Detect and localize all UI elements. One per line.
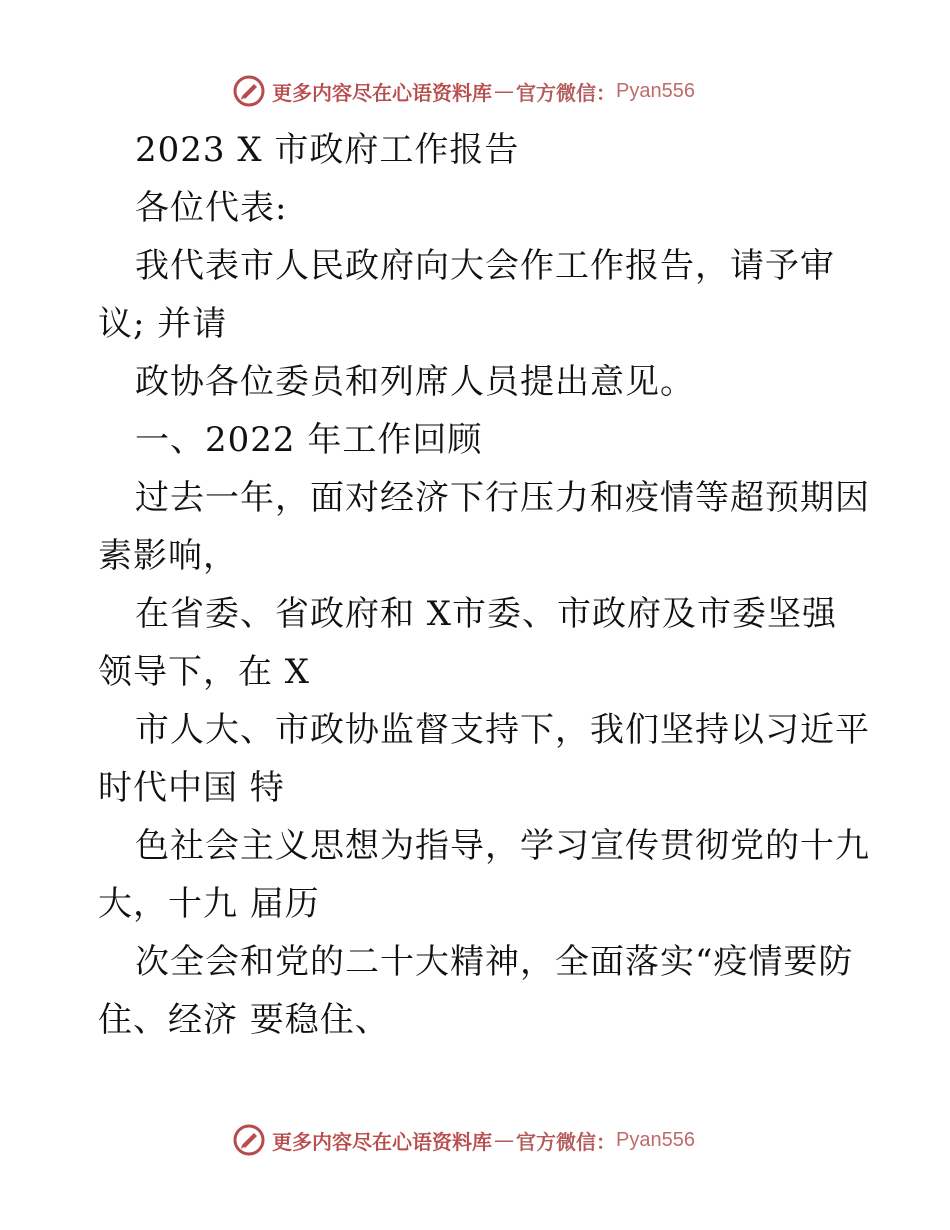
document-title: 2023 X 市政府工作报告 xyxy=(135,130,520,170)
watermark-dash: — xyxy=(494,1128,514,1152)
logo-icon xyxy=(232,74,266,108)
watermark-dash: — xyxy=(494,79,514,103)
text-line: 过去一年，面对经济下行压力和疫情等超预期因 xyxy=(135,478,870,518)
watermark-footer xyxy=(232,1120,695,1160)
watermark-brand: 更多内容尽在心语资料库 xyxy=(272,80,492,105)
logo-icon xyxy=(232,1123,266,1157)
text-line: 住、经济 要稳住、 xyxy=(98,1000,390,1040)
watermark-brand: 更多内容尽在心语资料库 xyxy=(272,1129,492,1154)
text-line: 大，十九 届历 xyxy=(98,884,320,924)
watermark-official-label: 官方微信： xyxy=(516,1129,616,1154)
watermark-official-label: 官方微信： xyxy=(516,80,616,105)
text-line: 时代中国 特 xyxy=(98,768,285,808)
text-line: 市人大、市政协监督支持下，我们坚持以习近平 xyxy=(135,710,870,750)
text-line: 次全会和党的二十大精神，全面落实“疫情要防 xyxy=(135,942,854,982)
text-line: 色社会主义思想为指导，学习宣传贯彻党的十九 xyxy=(135,826,870,866)
text-line: 议; 并请 xyxy=(98,304,228,344)
text-line: 素影响， xyxy=(98,536,238,576)
watermark-wechat-id: Pyan556 xyxy=(616,79,695,102)
document-body xyxy=(98,121,870,1049)
text-line: 政协各位委员和列席人员提出意见。 xyxy=(135,362,695,402)
text-line: 各位代表: xyxy=(135,188,288,228)
watermark-header xyxy=(232,71,695,111)
text-line: 领导下，在 X xyxy=(98,652,311,692)
text-line: 我代表市人民政府向大会作工作报告，请予审 xyxy=(135,246,835,286)
watermark-wechat-id: Pyan556 xyxy=(616,1128,695,1151)
section-heading: 一、2022 年工作回顾 xyxy=(135,420,483,460)
text-line: 在省委、省政府和 X市委、市政府及市委坚强 xyxy=(135,594,838,634)
